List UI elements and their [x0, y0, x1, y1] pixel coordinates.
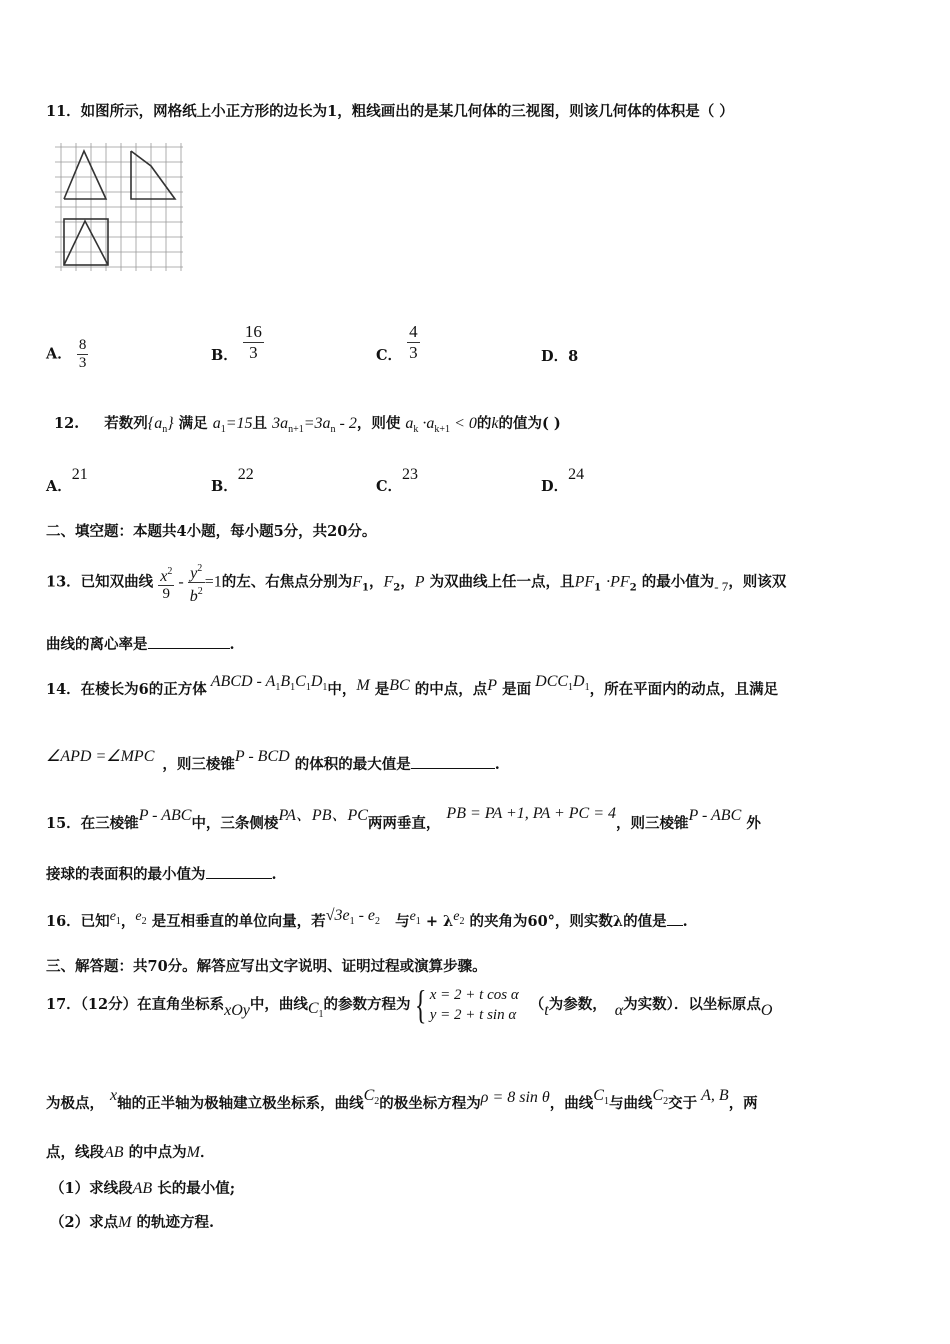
- fraction: [243, 322, 264, 363]
- var: e: [409, 909, 416, 924]
- text: ．: [199, 1144, 215, 1161]
- text: 长的最小值;: [157, 1180, 236, 1197]
- expr: ABCD - A: [210, 673, 276, 690]
- text: （2）求点: [50, 1214, 119, 1231]
- numerator: 4: [409, 322, 418, 341]
- subscript: 2: [374, 1096, 380, 1107]
- option-label: C．: [376, 346, 403, 364]
- var: C: [307, 1000, 319, 1017]
- option-label: A．: [46, 345, 72, 363]
- var-M: M: [186, 1144, 200, 1161]
- text: ，则该双: [728, 573, 787, 591]
- text: 轴的正半轴为极轴建立极坐标系，曲线: [117, 1095, 364, 1112]
- subscript: 1: [568, 682, 574, 693]
- text: ，所在平面内的动点，且满足: [589, 681, 779, 698]
- option-value: 22: [237, 466, 254, 483]
- math-pyramid: P - ABC: [138, 807, 192, 824]
- text: ，则三棱锥: [616, 815, 689, 832]
- expr: B: [280, 673, 291, 690]
- var-F1: F: [352, 573, 362, 591]
- text: ，则三棱锥: [162, 756, 235, 773]
- var: C: [363, 1087, 375, 1104]
- subscript: n+1: [288, 424, 304, 435]
- var-k: k: [491, 415, 499, 432]
- var-xOy: xOy: [224, 1002, 250, 1019]
- var: a: [154, 415, 163, 432]
- fraction: [407, 322, 420, 363]
- var-BC: BC: [389, 677, 410, 694]
- text: .: [271, 866, 277, 883]
- q12-number: 12.: [54, 415, 80, 432]
- q15-line-1: [46, 805, 761, 834]
- subscript: 2: [141, 916, 147, 927]
- minus: -: [174, 573, 188, 591]
- text: 与: [395, 913, 410, 930]
- three-view-figure: [55, 143, 183, 271]
- text: 为参数，: [548, 996, 607, 1013]
- text: 是面: [502, 681, 532, 698]
- section-3-heading: 三、解答题：共70分。解答应写出文字说明、证明过程或演算步骤。: [46, 958, 487, 975]
- q11-option-b[interactable]: [211, 322, 264, 363]
- text: ，: [368, 573, 384, 591]
- answer-blank[interactable]: [206, 864, 272, 879]
- var-t: t: [544, 1002, 549, 1019]
- subscript: 1: [220, 424, 226, 435]
- q14-line-1: [46, 673, 779, 706]
- numerator: 8: [78, 337, 87, 353]
- math-pyramid: P - ABC: [688, 807, 742, 824]
- expr: < 0: [454, 415, 477, 432]
- sup: 2: [197, 586, 203, 597]
- text: ，: [120, 913, 136, 930]
- var-AB: AB: [132, 1180, 153, 1197]
- answer-blank[interactable]: [667, 911, 683, 926]
- subscript: 2: [663, 1096, 669, 1107]
- text: 是: [374, 681, 390, 698]
- subscript: 1: [584, 682, 590, 693]
- denominator: 3: [409, 343, 418, 362]
- subscript: 1: [290, 682, 296, 693]
- text: 的极坐标方程为: [379, 1095, 481, 1112]
- equals-one: =1: [204, 573, 222, 591]
- math-polar-equation: ρ = 8 sin θ: [480, 1089, 550, 1106]
- denominator: 9: [162, 585, 171, 602]
- var: C: [593, 1087, 604, 1104]
- text: 的轨迹方程.: [136, 1214, 215, 1231]
- text: 的左、右焦点分别为: [221, 573, 353, 591]
- math-product: [405, 415, 477, 435]
- var-x: x: [110, 1087, 118, 1104]
- var-O: O: [760, 1002, 773, 1019]
- math-condition: PB = PA +1, PA + PC = 4: [446, 805, 616, 822]
- expr: - e: [354, 907, 376, 924]
- text: + λ: [420, 913, 454, 930]
- var: C: [652, 1087, 664, 1104]
- subscript: 1: [318, 1009, 324, 1020]
- q17-part-2: [50, 1213, 214, 1233]
- subscript: 2: [459, 916, 465, 927]
- subscript: k: [413, 424, 419, 435]
- expr: 3a: [272, 415, 289, 432]
- text: 且: [252, 415, 268, 432]
- expr: - 2: [335, 415, 357, 432]
- numerator: 16: [244, 322, 262, 341]
- text: 14．在棱长为6的正方体: [46, 681, 207, 698]
- q16-line: [46, 907, 688, 938]
- var-AB: A, B: [701, 1087, 729, 1104]
- left-brace: {: [414, 982, 426, 1027]
- var-P: P: [487, 677, 498, 694]
- text: 若数列: [104, 415, 148, 432]
- text: 16．已知: [46, 913, 110, 930]
- text: 为实数）．以坐标原点: [623, 996, 761, 1013]
- q14-line-2: [46, 748, 500, 775]
- text: 中，: [327, 681, 357, 698]
- var: e: [453, 909, 460, 924]
- subscript: 1: [322, 682, 328, 693]
- var-PF2: ·PF: [606, 573, 630, 591]
- option-label: A．: [46, 478, 72, 495]
- q11-text: 11．如图所示，网格纸上小正方形的边长为1，粗线画出的是某几何体的三视图，则该几何体的体积是（ ）: [46, 103, 734, 120]
- q17-line-1: [46, 982, 773, 1031]
- text: 是互相垂直的单位向量，若: [151, 913, 326, 930]
- denominator: 3: [78, 355, 87, 371]
- text: 的最小值为: [641, 573, 715, 591]
- section-2-heading: 二、填空题：本题共4小题，每小题5分，共20分。: [46, 523, 377, 540]
- q15-line-2: [46, 864, 277, 885]
- var: y: [190, 565, 198, 582]
- text: 中，曲线: [249, 996, 308, 1013]
- text: ，曲线: [549, 1095, 594, 1112]
- denominator: 3: [249, 343, 258, 362]
- subscript: 1: [603, 1096, 609, 1107]
- text: .: [494, 756, 500, 773]
- q12-text: [54, 414, 561, 440]
- q11-option-a[interactable]: [46, 337, 88, 372]
- q12-option-d[interactable]: [541, 466, 585, 496]
- q12-option-a[interactable]: [46, 466, 88, 496]
- var: e: [135, 909, 142, 924]
- subscript: n: [330, 424, 336, 435]
- math-edges: PA、PB、PC: [278, 807, 368, 824]
- value: - 7: [714, 578, 729, 594]
- option-value: 21: [71, 466, 88, 483]
- var: a: [212, 415, 221, 432]
- option-label: B．: [211, 346, 238, 364]
- subscript: 1: [349, 916, 355, 927]
- text: 曲线的离心率是: [46, 636, 148, 653]
- sqrt-sign: √: [325, 907, 335, 924]
- q17-line-3: [46, 1143, 214, 1163]
- option-label: B．: [211, 478, 238, 495]
- expr: D: [310, 673, 323, 690]
- text: 的: [476, 415, 492, 432]
- text: 两两垂直，: [367, 815, 441, 832]
- subscript: n: [162, 424, 168, 435]
- text: 的体积的最大值是: [294, 756, 411, 773]
- q13-line-1: [46, 560, 786, 609]
- var: b: [189, 588, 198, 605]
- math-a1: [212, 415, 253, 435]
- subscript: 2: [629, 582, 637, 594]
- text: 满足: [178, 415, 208, 432]
- text: 的中点，点: [414, 681, 488, 698]
- fraction: [77, 337, 89, 372]
- answer-blank[interactable]: [148, 634, 230, 649]
- expr: C: [295, 673, 306, 690]
- var-AB: AB: [104, 1144, 124, 1161]
- q17-part-1: [50, 1179, 235, 1199]
- math-pyramid: P - BCD: [234, 748, 290, 765]
- text: 为双曲线上任一点，且: [429, 573, 575, 591]
- option-label: D．: [541, 478, 569, 495]
- text: 接球的表面积的最小值为: [46, 866, 206, 883]
- q12-option-c[interactable]: [376, 466, 419, 496]
- text: 外: [746, 815, 761, 832]
- q12-option-b[interactable]: [211, 466, 254, 496]
- option-value: 23: [402, 466, 419, 483]
- expr: ·a: [422, 415, 435, 432]
- text: （1）求线段: [50, 1180, 133, 1197]
- option-value: 24: [568, 466, 585, 483]
- subscript: 1: [594, 582, 602, 594]
- sup: 2: [197, 563, 203, 574]
- math-angle: ∠APD =∠MPC: [46, 748, 155, 765]
- subscript: 1: [305, 682, 311, 693]
- equation-x: x = 2 + t cos α: [429, 987, 519, 1003]
- text: 15．在三棱锥: [46, 815, 139, 832]
- text: 的参数方程为: [323, 996, 411, 1013]
- parametric-system: [430, 985, 519, 1025]
- text: 点，线段: [46, 1144, 104, 1161]
- subscript: k+1: [434, 424, 451, 435]
- text: 为极点，: [46, 1095, 104, 1112]
- var-M: M: [118, 1214, 132, 1231]
- text: 13．已知双曲线: [46, 573, 154, 591]
- text: 的值为( ): [498, 415, 561, 432]
- equation-y: y = 2 + t sin α: [429, 1007, 517, 1023]
- fraction-x2-9: [158, 563, 174, 603]
- math-seq: $\{a_n\}$: [147, 415, 174, 435]
- expr: 3e: [334, 907, 350, 924]
- answer-blank[interactable]: [411, 754, 495, 769]
- text: 的中点为: [128, 1144, 187, 1161]
- q11-option-d[interactable]: [541, 345, 578, 366]
- subscript: 1: [275, 682, 281, 693]
- text: .: [229, 636, 235, 653]
- math-recurrence: [272, 415, 357, 435]
- text: 的夹角为60°，则实数λ的值是: [469, 913, 667, 930]
- text: 与曲线: [608, 1095, 653, 1112]
- text: ，: [400, 573, 415, 591]
- expr: D: [573, 673, 585, 690]
- value: =15: [225, 415, 253, 432]
- q17-line-2: [46, 1087, 758, 1120]
- var-M: M: [356, 677, 370, 694]
- fraction-y2-b2: [188, 560, 205, 605]
- subscript: 1: [115, 916, 121, 927]
- text: .: [682, 913, 688, 930]
- var: x: [160, 567, 168, 585]
- text: （: [529, 996, 545, 1013]
- text: 交于: [668, 1095, 698, 1112]
- subscript: 1: [415, 916, 421, 927]
- q11-option-c[interactable]: [376, 322, 420, 363]
- var-alpha: α: [614, 1002, 624, 1019]
- var-F2: F: [383, 573, 394, 591]
- var-P: P: [414, 573, 425, 591]
- q13-line-2: [46, 634, 235, 655]
- var: a: [405, 415, 414, 432]
- text: ，则使: [356, 415, 401, 432]
- text: 17．（12分）在直角坐标系: [46, 996, 225, 1013]
- expr: =3a: [303, 415, 331, 432]
- option-label: D．8: [541, 348, 579, 365]
- subscript: 2: [393, 582, 401, 594]
- subscript: 2: [375, 916, 381, 927]
- var-PF1: PF: [574, 573, 595, 591]
- text: 中，三条侧棱: [191, 815, 279, 832]
- option-label: C．: [376, 478, 403, 495]
- expr: DCC: [535, 673, 569, 690]
- subscript: 1: [362, 582, 369, 594]
- sup: 2: [167, 565, 173, 577]
- text: ，两: [728, 1095, 758, 1112]
- var: e: [109, 909, 116, 924]
